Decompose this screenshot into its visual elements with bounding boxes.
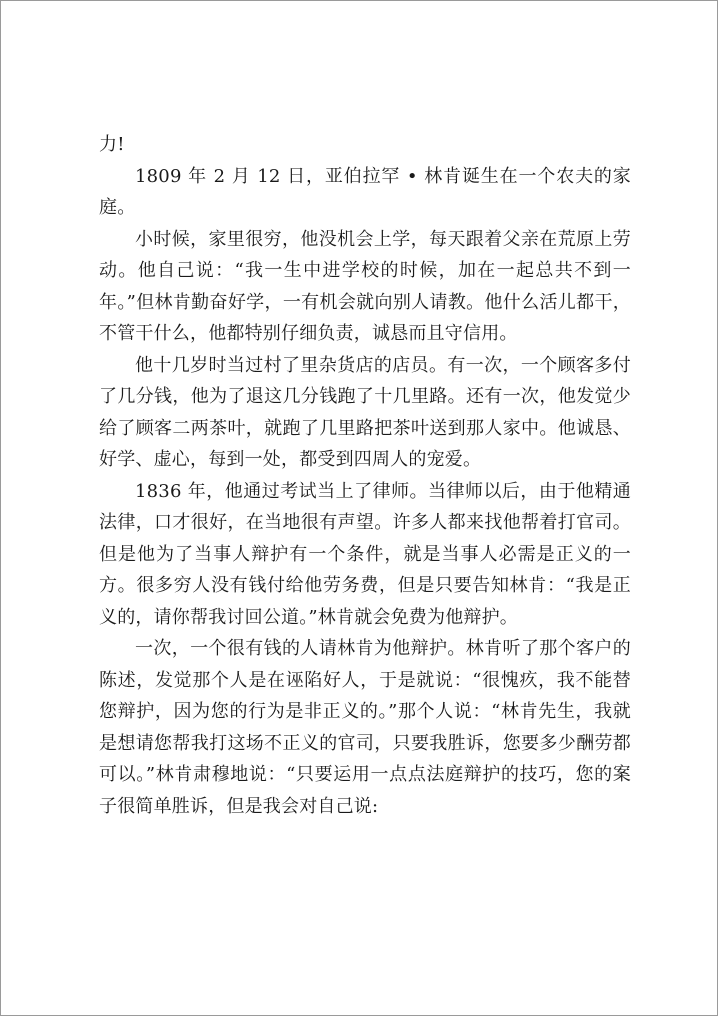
document-body — [99, 129, 631, 822]
paragraph-lawyer: 1836 年，他通过考试当上了律师。当律师以后，由于他精通法律，口才很好，在当地很有声望。许多人都来找他帮着打官司。但是他为了当事人辩护有一个条件，就是当事人必需是正义的一方。很多穷人没有钱付给他劳务费，但是只要告知林肯：“我是正义的，请你帮我讨回公道。”林肯就会免费为他辩护。 — [99, 480, 631, 628]
paragraph-birth: 1809 年 2 月 12 日，亚伯拉罕 • 林肯诞生在一个农夫的家庭。 — [99, 165, 631, 218]
paragraph-store-clerk: 他十几岁时当过村了里杂货店的店员。有一次，一个顾客多付了几分钱，他为了退这几分钱跑了十几里路。还有一次，他发觉少给了顾客二两茶叶，就跑了几里路把茶叶送到那人家中。他诚恳、好学、虚心，每到一处，都受到四周人的宠爱。 — [99, 354, 631, 470]
paragraph-childhood: 小时候，家里很穷，他没机会上学，每天跟着父亲在荒原上劳动。他自己说：“我一生中进学校的时候，加在一起总共不到一年。”但林肯勤奋好学，一有机会就向别人请教。他什么活儿都干，不管干什么，他都特别仔细负责，诚恳而且守信用。 — [99, 228, 631, 344]
paragraph-continuation: 力! — [99, 134, 125, 155]
paragraph-rich-client: 一次，一个很有钱的人请林肯为他辩护。林肯听了那个客户的陈述，发觉那个人是在诬陷好人，于是就说：“很愧疚，我不能替您辩护，因为您的行为是非正义的。”那个人说：“林肯先生，我就是想请您帮我打这场不正义的官司，只要我胜诉，您要多少酬劳都可以。”林肯肃穆地说：“只要运用一点点法庭辩护的技巧，您的案子很简单胜诉，但是我会对自己说: — [99, 638, 631, 817]
